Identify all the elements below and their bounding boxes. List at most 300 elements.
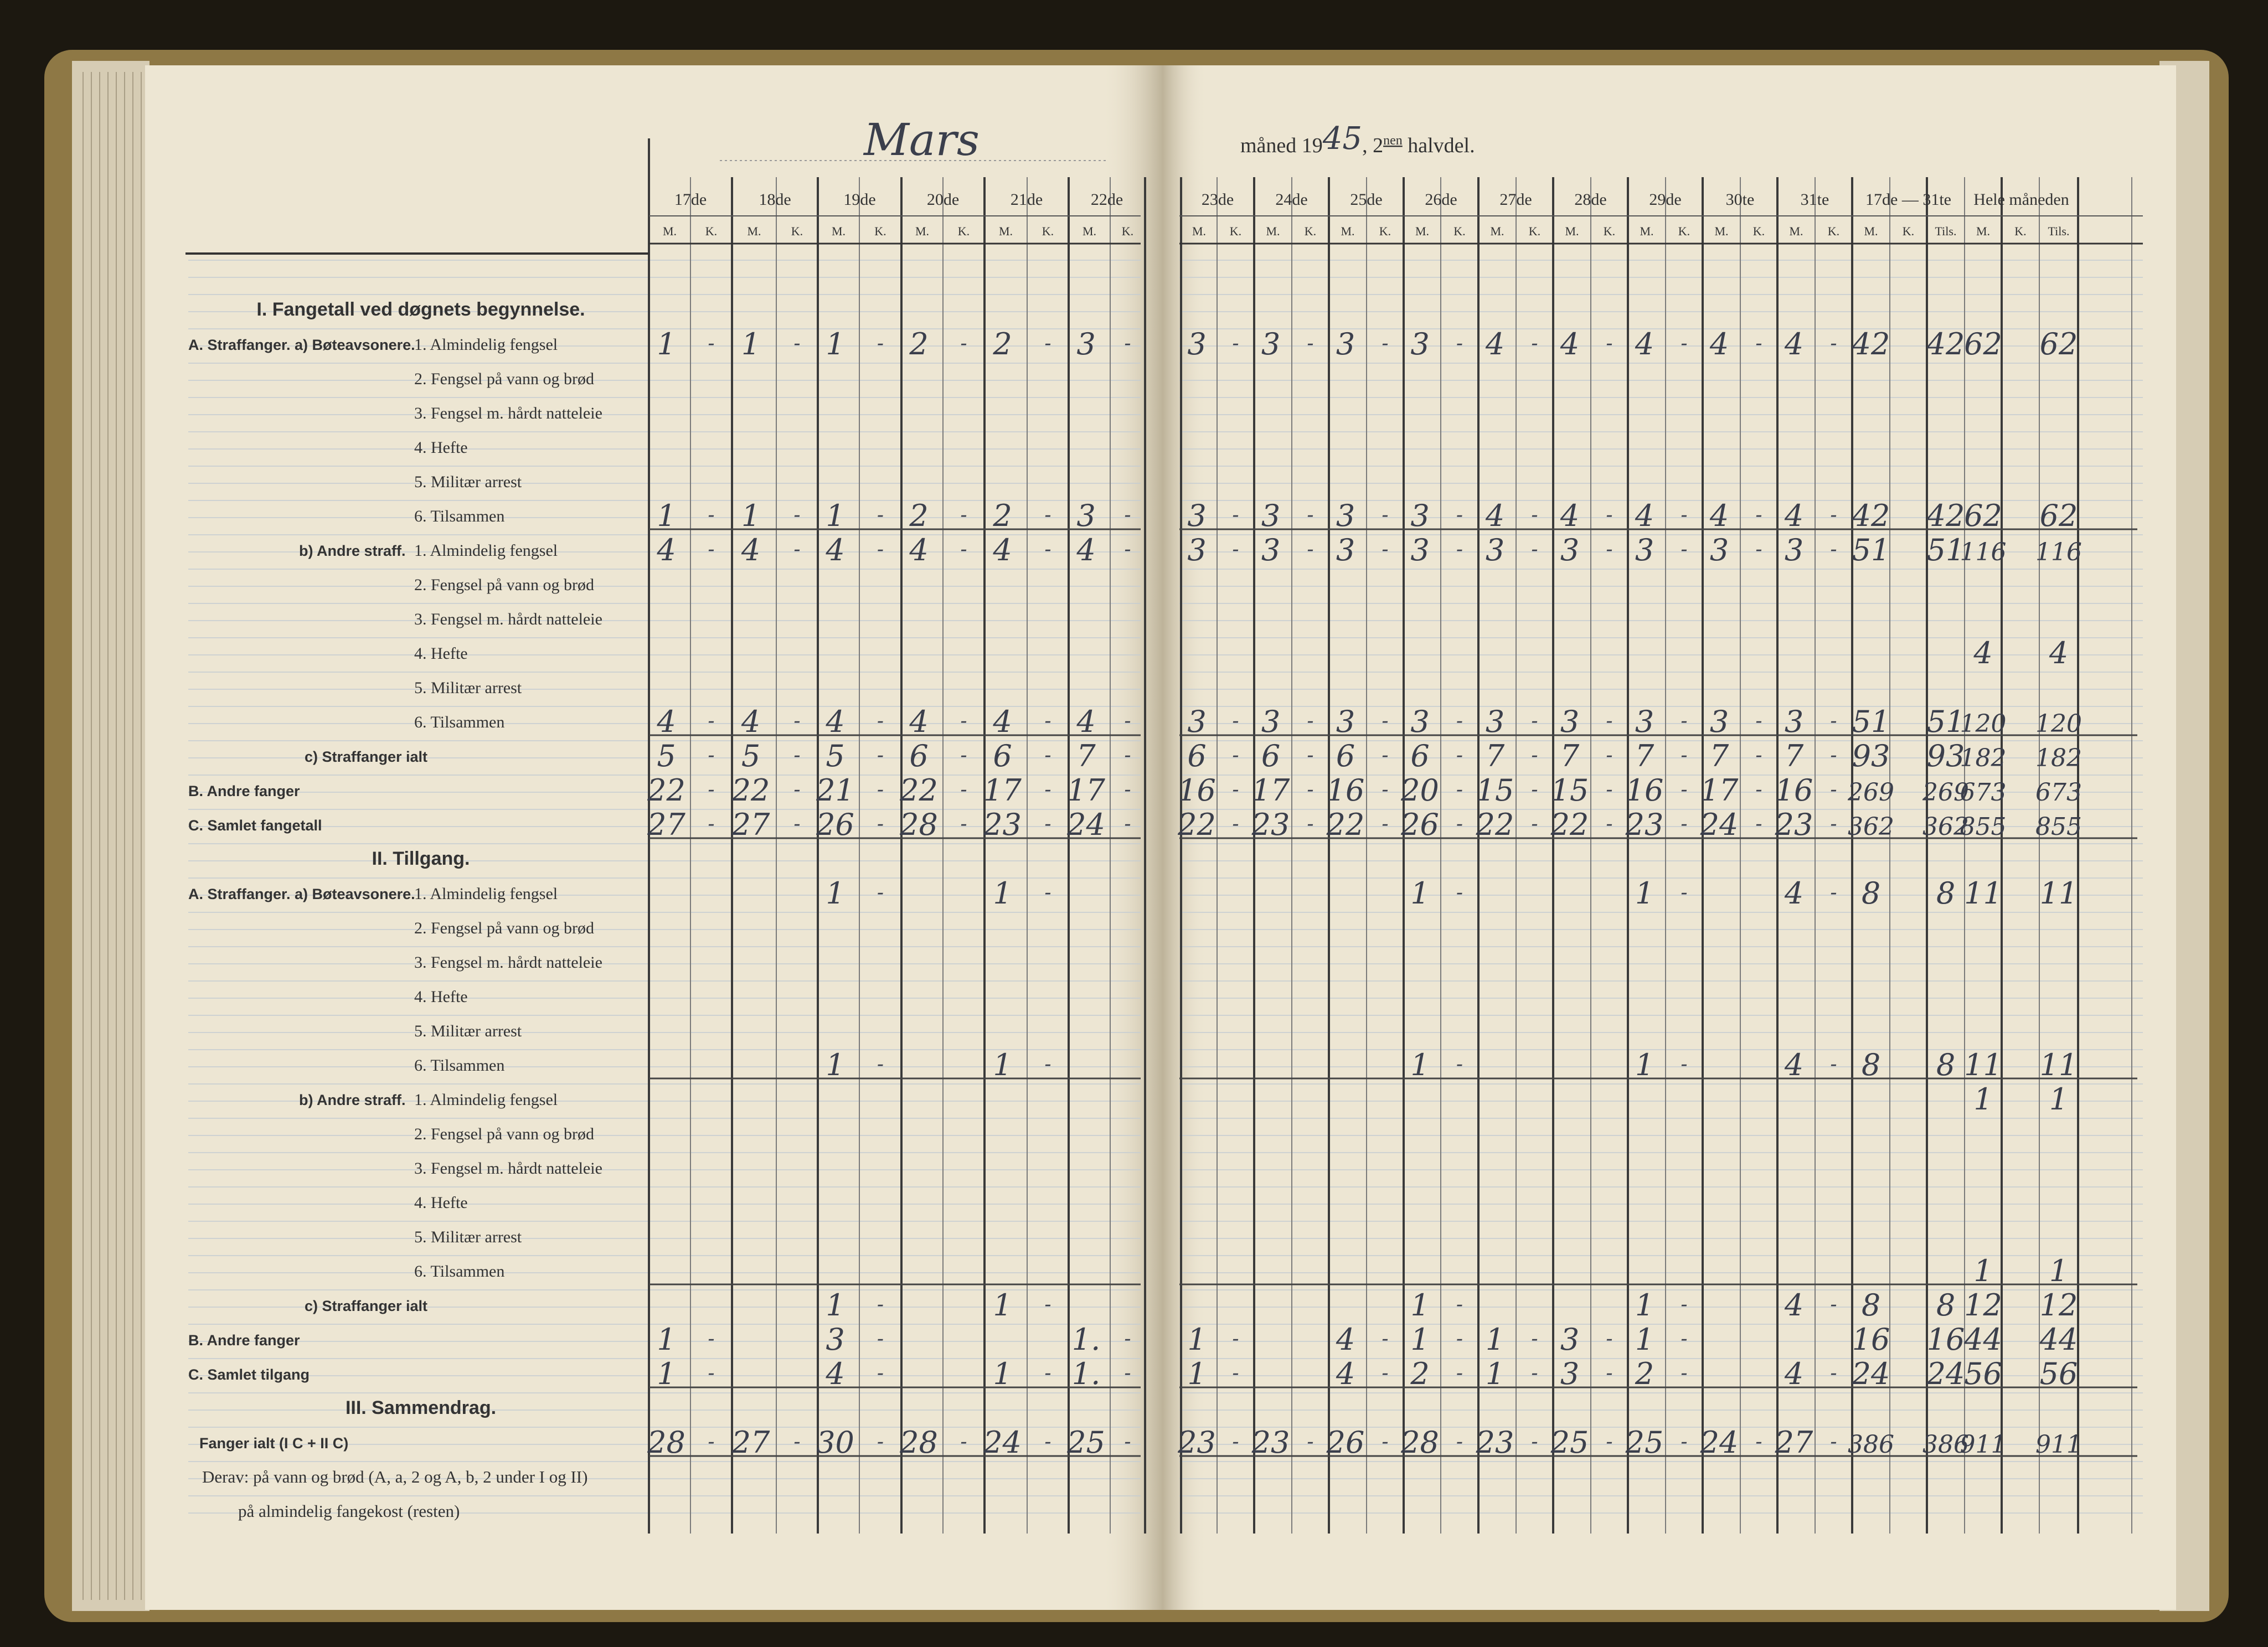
dash-mark: - [1531, 813, 1538, 835]
row-label-left: C. Samlet tilgang [188, 1366, 310, 1383]
dash-mark: - [1681, 778, 1688, 801]
dash-mark: - [1755, 744, 1762, 767]
handwritten-value: 4 [826, 1356, 845, 1391]
section-heading: III. Sammendrag. [345, 1397, 497, 1418]
handwritten-value: 42 [1852, 498, 1890, 533]
dash-mark: - [1456, 813, 1463, 835]
day-header: 23de [1201, 190, 1234, 209]
row-label-left: på almindelig fangekost (resten) [238, 1501, 460, 1521]
subheader: M. [662, 224, 677, 238]
dash-mark: - [1382, 710, 1389, 732]
row-label: 4. Hefte [414, 988, 468, 1006]
handwritten-value: 1 [993, 1047, 1012, 1082]
handwritten-value: 911 [2035, 1431, 2082, 1459]
handwritten-value: 3 [1076, 327, 1096, 362]
handwritten-value: 4 [909, 704, 929, 739]
dash-mark: - [1456, 504, 1463, 526]
dash-mark: - [1531, 332, 1538, 355]
section-heading: I. Fangetall ved døgnets begynnelse. [256, 299, 585, 320]
subheader: M. [1266, 224, 1280, 238]
handwritten-value: 1 [741, 498, 761, 533]
handwritten-value: 1 [657, 327, 676, 362]
handwritten-value: 1 [1635, 1047, 1654, 1082]
handwritten-value: 51 [1852, 704, 1890, 739]
subheader: K. [705, 224, 718, 238]
handwritten-value: 673 [1960, 778, 2007, 807]
day-header: 17de [674, 190, 707, 209]
handwritten-value: 3 [1560, 704, 1580, 739]
handwritten-value: 1 [1973, 1082, 1993, 1117]
dash-mark: - [1531, 778, 1538, 801]
dash-mark: - [1124, 538, 1131, 561]
handwritten-value: 4 [1973, 636, 1993, 670]
dash-mark: - [1681, 1431, 1688, 1453]
dash-mark: - [1044, 813, 1051, 835]
handwritten-value: 1 [826, 498, 845, 533]
dash-mark: - [1681, 710, 1688, 732]
dash-mark: - [793, 332, 801, 355]
handwritten-value: 4 [1485, 498, 1505, 533]
dash-mark: - [1124, 1328, 1131, 1350]
handwritten-value: 1 [1973, 1253, 1993, 1288]
handwritten-value: 22 [731, 773, 770, 808]
dash-mark: - [1382, 504, 1389, 526]
row-label: 6. Tilsammen [414, 713, 505, 731]
subheader: M. [1640, 224, 1654, 238]
subheader: K. [874, 224, 886, 238]
handwritten-value: 1 [826, 327, 845, 362]
handwritten-value: 4 [1076, 704, 1096, 739]
handwritten-value: 362 [1848, 813, 1894, 841]
dash-mark: - [1232, 813, 1239, 835]
handwritten-value: 25 [1625, 1425, 1664, 1460]
handwritten-value: 1 [1410, 1288, 1430, 1323]
handwritten-value: 4 [1076, 533, 1096, 567]
handwritten-value: 11 [1964, 1047, 2002, 1082]
dash-mark: - [708, 1362, 715, 1385]
handwritten-value: 56 [1964, 1356, 2002, 1391]
handwritten-value: 23 [1178, 1425, 1216, 1460]
dash-mark: - [1681, 1328, 1688, 1350]
handwritten-value: 4 [657, 533, 676, 567]
handwritten-value: 1 [826, 1047, 845, 1082]
handwritten-value: 16 [1326, 773, 1365, 808]
handwritten-value: 3 [1709, 533, 1729, 567]
handwritten-value: 27 [731, 807, 770, 842]
month-label: måned 1945, $2^{nen}$ halvdel. [1240, 121, 1475, 157]
dash-mark: - [877, 744, 884, 767]
handwritten-value: 26 [816, 807, 854, 842]
handwritten-value: 3 [1410, 704, 1430, 739]
day-header: 22de [1090, 190, 1123, 209]
row-label-left: b) Andre straff. [299, 1092, 406, 1108]
dash-mark: - [1044, 778, 1051, 801]
dash-mark: - [1232, 538, 1239, 561]
handwritten-value: 4 [741, 533, 761, 567]
dash-mark: - [793, 778, 801, 801]
handwritten-value: 2 [1635, 1356, 1654, 1391]
dash-mark: - [877, 1328, 884, 1350]
dash-mark: - [1681, 1362, 1688, 1385]
dash-mark: - [877, 504, 884, 526]
dash-mark: - [793, 710, 801, 732]
handwritten-value: 6 [1261, 739, 1281, 773]
handwritten-value: 4 [1784, 498, 1804, 533]
handwritten-value: 1 [1410, 1047, 1430, 1082]
handwritten-value: 4 [1784, 1047, 1804, 1082]
handwritten-value: 4 [657, 704, 676, 739]
dash-mark: - [1830, 744, 1837, 767]
row-label: 6. Tilsammen [414, 1056, 505, 1075]
subheader: K. [1453, 224, 1466, 238]
handwritten-value: 1 [1187, 1322, 1207, 1357]
handwritten-value: 1 [1635, 1322, 1654, 1357]
dash-mark: - [1044, 1053, 1051, 1076]
dash-mark: - [1531, 504, 1538, 526]
handwritten-value: 17 [1067, 773, 1105, 808]
handwritten-value: 3 [1336, 498, 1355, 533]
dash-mark: - [1606, 538, 1613, 561]
dash-mark: - [1124, 504, 1131, 526]
dash-mark: - [1681, 332, 1688, 355]
handwritten-value: 11 [1964, 876, 2002, 911]
handwritten-value: 1 [1635, 876, 1654, 911]
handwritten-value: 3 [1410, 533, 1430, 567]
row-label-left: A. Straffanger. a) Bøteavsonere. [188, 337, 415, 353]
dash-mark: - [793, 504, 801, 526]
subheader: K. [1678, 224, 1690, 238]
dash-mark: - [1531, 1431, 1538, 1453]
dash-mark: - [877, 1053, 884, 1076]
handwritten-value: 28 [647, 1425, 685, 1460]
subheader: M. [1789, 224, 1803, 238]
handwritten-value: 26 [1326, 1425, 1365, 1460]
dash-mark: - [1232, 744, 1239, 767]
subheader: M. [1082, 224, 1097, 238]
handwritten-value: 1 [826, 1288, 845, 1323]
dash-mark: - [793, 1431, 801, 1453]
handwritten-value: 1. [1071, 1356, 1101, 1391]
handwritten-value: 15 [1476, 773, 1514, 808]
handwritten-value: 6 [1336, 739, 1355, 773]
handwritten-value: 25 [1067, 1425, 1105, 1460]
dash-mark: - [1830, 813, 1837, 835]
handwritten-value: 3 [1336, 327, 1355, 362]
handwritten-value: 51 [1926, 533, 1965, 567]
handwritten-value: 673 [2035, 778, 2082, 807]
handwritten-value: 2 [993, 498, 1012, 533]
day-header: 19de [843, 190, 876, 209]
dash-mark: - [1456, 538, 1463, 561]
handwritten-value: 12 [2039, 1288, 2078, 1323]
handwritten-value: 7 [1076, 739, 1096, 773]
dash-mark: - [1830, 1431, 1837, 1453]
subheader: K. [1528, 224, 1541, 238]
dash-mark: - [1232, 1362, 1239, 1385]
dash-mark: - [1755, 332, 1762, 355]
dash-mark: - [1830, 504, 1837, 526]
row-label-left: b) Andre straff. [299, 543, 406, 559]
dash-mark: - [1681, 881, 1688, 904]
handwritten-value: 23 [1476, 1425, 1514, 1460]
dash-mark: - [877, 881, 884, 904]
dash-mark: - [793, 744, 801, 767]
dash-mark: - [1044, 1293, 1051, 1316]
subheader: Tils. [2048, 224, 2070, 238]
handwritten-value: 62 [1964, 498, 2002, 533]
handwritten-value: 3 [1336, 533, 1355, 567]
handwritten-value: 25 [1550, 1425, 1589, 1460]
row-label: 3. Fengsel m. hårdt natteleie [414, 953, 602, 972]
handwritten-value: 1 [993, 1356, 1012, 1391]
row-label: 4. Hefte [414, 644, 468, 663]
dash-mark: - [877, 813, 884, 835]
handwritten-value: 24 [1700, 807, 1739, 842]
row-label-left: Fanger ialt (I C + II C) [199, 1435, 349, 1452]
handwritten-value: 5 [741, 739, 761, 773]
subheader: K. [957, 224, 970, 238]
handwritten-value: 8 [1861, 1288, 1881, 1323]
subheader: M. [1490, 224, 1504, 238]
handwritten-value: 3 [1709, 704, 1729, 739]
handwritten-value: 22 [1550, 807, 1589, 842]
dash-mark: - [1044, 881, 1051, 904]
half-prefix: , 2 [1362, 134, 1384, 157]
dash-mark: - [1606, 813, 1613, 835]
dash-mark: - [877, 332, 884, 355]
dash-mark: - [1830, 1362, 1837, 1385]
handwritten-value: 93 [1852, 739, 1890, 773]
handwritten-value: 24 [1926, 1356, 1965, 1391]
handwritten-value: 3 [1261, 704, 1281, 739]
handwritten-value: 3 [1187, 704, 1207, 739]
dash-mark: - [1830, 1053, 1837, 1076]
handwritten-value: 3 [1410, 498, 1430, 533]
handwritten-value: 23 [1775, 807, 1813, 842]
subheader: M. [1192, 224, 1207, 238]
handwritten-value: 7 [1635, 739, 1654, 773]
month-handwritten: Mars [864, 114, 980, 166]
handwritten-value: 8 [1936, 876, 1956, 911]
handwritten-value: 1 [993, 876, 1012, 911]
subheader: K. [1121, 224, 1134, 238]
subheader: K. [2014, 224, 2027, 238]
dash-mark: - [1456, 1053, 1463, 1076]
dash-mark: - [1456, 332, 1463, 355]
dash-mark: - [960, 332, 967, 355]
dash-mark: - [960, 778, 967, 801]
handwritten-value: 22 [1476, 807, 1514, 842]
handwritten-value: 51 [1852, 533, 1890, 567]
day-header: 26de [1425, 190, 1457, 209]
handwritten-value: 3 [1410, 327, 1430, 362]
handwritten-value: 3 [1261, 498, 1281, 533]
handwritten-value: 7 [1560, 739, 1580, 773]
row-label: 5. Militær arrest [414, 679, 522, 697]
row-label-left: B. Andre fanger [188, 1332, 300, 1349]
day-header: 17de — 31te [1865, 190, 1951, 209]
dash-mark: - [1124, 710, 1131, 732]
handwritten-value: 855 [1960, 813, 2007, 841]
dash-mark: - [1307, 813, 1314, 835]
handwritten-value: 269 [1848, 778, 1894, 807]
dash-mark: - [1531, 710, 1538, 732]
subheader: M. [1565, 224, 1579, 238]
section-heading: II. Tillgang. [372, 848, 470, 869]
row-label-left: B. Andre fanger [188, 783, 300, 799]
handwritten-value: 23 [1625, 807, 1664, 842]
day-header: 30te [1725, 190, 1755, 209]
handwritten-value: 4 [1336, 1356, 1355, 1391]
handwritten-value: 8 [1861, 1047, 1881, 1082]
handwritten-value: 42 [1926, 498, 1965, 533]
handwritten-value: 26 [1401, 807, 1439, 842]
dash-mark: - [877, 1431, 884, 1453]
handwritten-value: 1 [657, 498, 676, 533]
dash-mark: - [1307, 332, 1314, 355]
handwritten-value: 23 [1251, 807, 1290, 842]
handwritten-value: 22 [647, 773, 685, 808]
day-header: 25de [1350, 190, 1383, 209]
dash-mark: - [1531, 1362, 1538, 1385]
dash-mark: - [708, 538, 715, 561]
handwritten-value: 1 [1410, 1322, 1430, 1357]
dash-mark: - [1531, 538, 1538, 561]
handwritten-value: 362 [1922, 813, 1969, 841]
dash-mark: - [1681, 538, 1688, 561]
dash-mark: - [708, 504, 715, 526]
handwritten-value: 4 [1336, 1322, 1355, 1357]
handwritten-value: 12 [1964, 1288, 2002, 1323]
dash-mark: - [1307, 1431, 1314, 1453]
subheader: M. [1864, 224, 1878, 238]
dash-mark: - [1232, 778, 1239, 801]
handwritten-value: 3 [1187, 533, 1207, 567]
handwritten-value: 3 [1560, 533, 1580, 567]
dash-mark: - [1124, 1362, 1131, 1385]
handwritten-value: 4 [1784, 1356, 1804, 1391]
subheader: M. [1341, 224, 1355, 238]
handwritten-value: 16 [1775, 773, 1813, 808]
dash-mark: - [1382, 813, 1389, 835]
handwritten-value: 23 [983, 807, 1022, 842]
subheader: M. [1415, 224, 1430, 238]
handwritten-value: 28 [900, 1425, 938, 1460]
dash-mark: - [1456, 1362, 1463, 1385]
subheader: K. [1827, 224, 1840, 238]
handwritten-value: 3 [1560, 1322, 1580, 1357]
dash-mark: - [708, 1328, 715, 1350]
row-label: 6. Tilsammen [414, 507, 505, 525]
handwritten-value: 4 [826, 533, 845, 567]
handwritten-value: 1 [1485, 1322, 1505, 1357]
dash-mark: - [1830, 1293, 1837, 1316]
handwritten-value: 3 [1635, 704, 1654, 739]
handwritten-value: 2 [909, 327, 929, 362]
handwritten-value: 28 [900, 807, 938, 842]
dash-mark: - [1307, 710, 1314, 732]
day-header: 31te [1800, 190, 1829, 209]
dash-mark: - [1755, 778, 1762, 801]
dash-mark: - [1456, 710, 1463, 732]
row-label: 3. Fengsel m. hårdt natteleie [414, 1159, 602, 1178]
handwritten-value: 15 [1550, 773, 1589, 808]
handwritten-value: 8 [1936, 1288, 1956, 1323]
dash-mark: - [1382, 1328, 1389, 1350]
subheader: M. [915, 224, 930, 238]
day-header: 18de [759, 190, 791, 209]
row-label: 5. Militær arrest [414, 473, 522, 491]
row-label: 2. Fengsel på vann og brød [414, 576, 594, 594]
dash-mark: - [1755, 538, 1762, 561]
dash-mark: - [960, 744, 967, 767]
handwritten-value: 27 [731, 1425, 770, 1460]
day-header: 24de [1275, 190, 1308, 209]
handwritten-value: 44 [2039, 1322, 2078, 1357]
handwritten-value: 1 [1187, 1356, 1207, 1391]
handwritten-value: 4 [1709, 498, 1729, 533]
row-label: 1. Almindelig fengsel [414, 885, 558, 903]
handwritten-value: 11 [2039, 876, 2078, 911]
dash-mark: - [1606, 1362, 1613, 1385]
dash-mark: - [1044, 504, 1051, 526]
handwritten-value: 20 [1401, 773, 1439, 808]
dash-mark: - [1382, 778, 1389, 801]
subheader: Tils. [1935, 224, 1957, 238]
handwritten-value: 1. [1071, 1322, 1101, 1357]
dash-mark: - [1456, 744, 1463, 767]
handwritten-value: 4 [1560, 327, 1580, 362]
dash-mark: - [1681, 1053, 1688, 1076]
dash-mark: - [1681, 744, 1688, 767]
dash-mark: - [877, 538, 884, 561]
dash-mark: - [1830, 710, 1837, 732]
dash-mark: - [1307, 538, 1314, 561]
handwritten-value: 17 [1251, 773, 1290, 808]
dash-mark: - [708, 813, 715, 835]
subheader: K. [1379, 224, 1391, 238]
dash-mark: - [1830, 332, 1837, 355]
dash-mark: - [1307, 778, 1314, 801]
handwritten-value: 3 [1076, 498, 1096, 533]
handwritten-value: 3 [826, 1322, 845, 1357]
dash-mark: - [1044, 538, 1051, 561]
dash-mark: - [1681, 813, 1688, 835]
handwritten-value: 17 [1700, 773, 1739, 808]
dash-mark: - [1307, 744, 1314, 767]
dash-mark: - [1232, 332, 1239, 355]
year-handwritten: 45 [1322, 121, 1363, 157]
dash-mark: - [1606, 1431, 1613, 1453]
row-label-left: c) Straffanger ialt [305, 1298, 428, 1314]
subheader: K. [1042, 224, 1054, 238]
dash-mark: - [877, 1293, 884, 1316]
half-label: halvdel. [1402, 134, 1475, 157]
handwritten-value: 269 [1922, 778, 1969, 807]
handwritten-value: 386 [1848, 1431, 1894, 1459]
dash-mark: - [1382, 1362, 1389, 1385]
subheader: K. [1304, 224, 1317, 238]
dash-mark: - [1531, 744, 1538, 767]
subheader: K. [1229, 224, 1242, 238]
handwritten-value: 7 [1709, 739, 1729, 773]
dash-mark: - [1606, 778, 1613, 801]
handwritten-value: 4 [1784, 327, 1804, 362]
dash-mark: - [793, 538, 801, 561]
subheader: M. [1976, 224, 1991, 238]
subheader: K. [791, 224, 803, 238]
dash-mark: - [1232, 1431, 1239, 1453]
